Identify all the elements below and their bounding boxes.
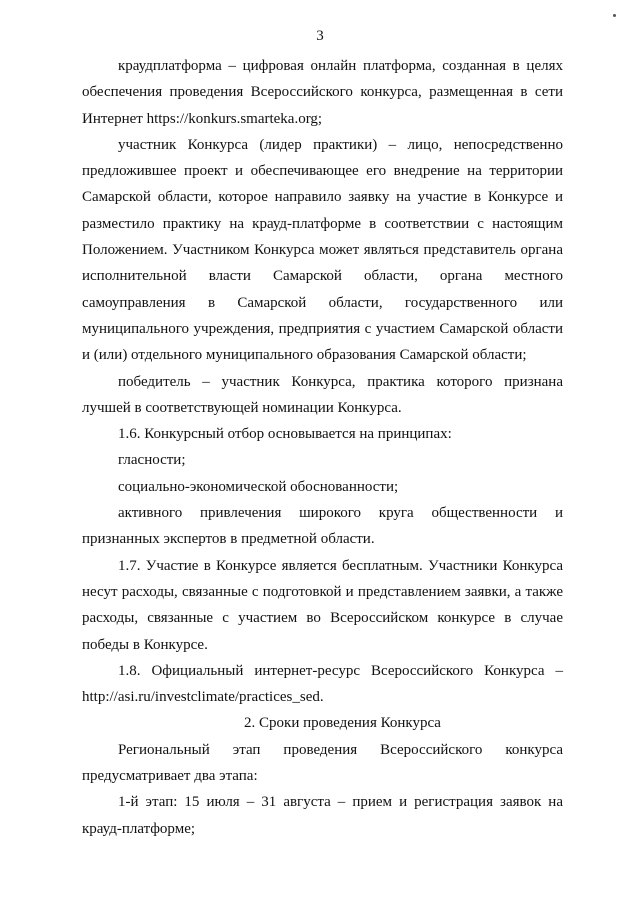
scan-mark xyxy=(613,14,616,17)
principle-involvement: активного привлечения широкого круга общественности и признанных экспертов в предметной области. xyxy=(82,505,563,548)
principle-publicity: гласности; xyxy=(118,452,186,469)
paragraph-participant: участник Конкурса (лидер практики) – лицо, непосредственно предложившее проект и обеспечивающее его внедрение на территории Самарской области, которое направило заявку на участие в Конкурсе и разместило практику на крауд-платформе в соответствии с настоящим Положением. Участником Конкурса может являться представитель органа исполнительной власти Самарской области, органа местного самоуправления в Самарской области, государственного или муниципального учреждения, предприятия с участием Самарской области и (или) отдельного муниципального образования Самарской области; xyxy=(82,136,563,364)
paragraph-1-8: 1.8. Официальный интернет-ресурс Всероссийского Конкурса – http://asi.ru/investclimate/practices_sed. xyxy=(82,662,563,706)
paragraph-winner: победитель – участник Конкурса, практика которого признана лучшей в соответствующей номинации Конкурса. xyxy=(82,373,563,416)
page-number: 3 xyxy=(316,28,324,44)
section-heading-2: 2. Сроки проведения Конкурса xyxy=(244,715,441,732)
paragraph-1-6: 1.6. Конкурсный отбор основывается на принципах: xyxy=(118,426,452,443)
paragraph-1-7: 1.7. Участие в Конкурсе является бесплатным. Участники Конкурса несут расходы, связанные с подготовкой и представлением заявки, а также расходы, связанные с участием во Всероссийском конкурсе в случае победы в Конкурсе. xyxy=(82,557,563,653)
paragraph-crowd-platform: краудплатформа – цифровая онлайн платформа, созданная в целях обеспечения проведения Всероссийского конкурса, размещенная в сети Интернет https://konkurs.smarteka.org; xyxy=(82,58,563,127)
document-body xyxy=(82,53,563,842)
principle-justification: социально-экономической обоснованности; xyxy=(118,478,399,495)
paragraph-stages-intro: Региональный этап проведения Всероссийского конкурса предусматривает два этапа: xyxy=(82,741,563,785)
paragraph-stage-1: 1-й этап: 15 июля – 31 августа – прием и регистрация заявок на крауд-платформе; xyxy=(82,794,563,837)
